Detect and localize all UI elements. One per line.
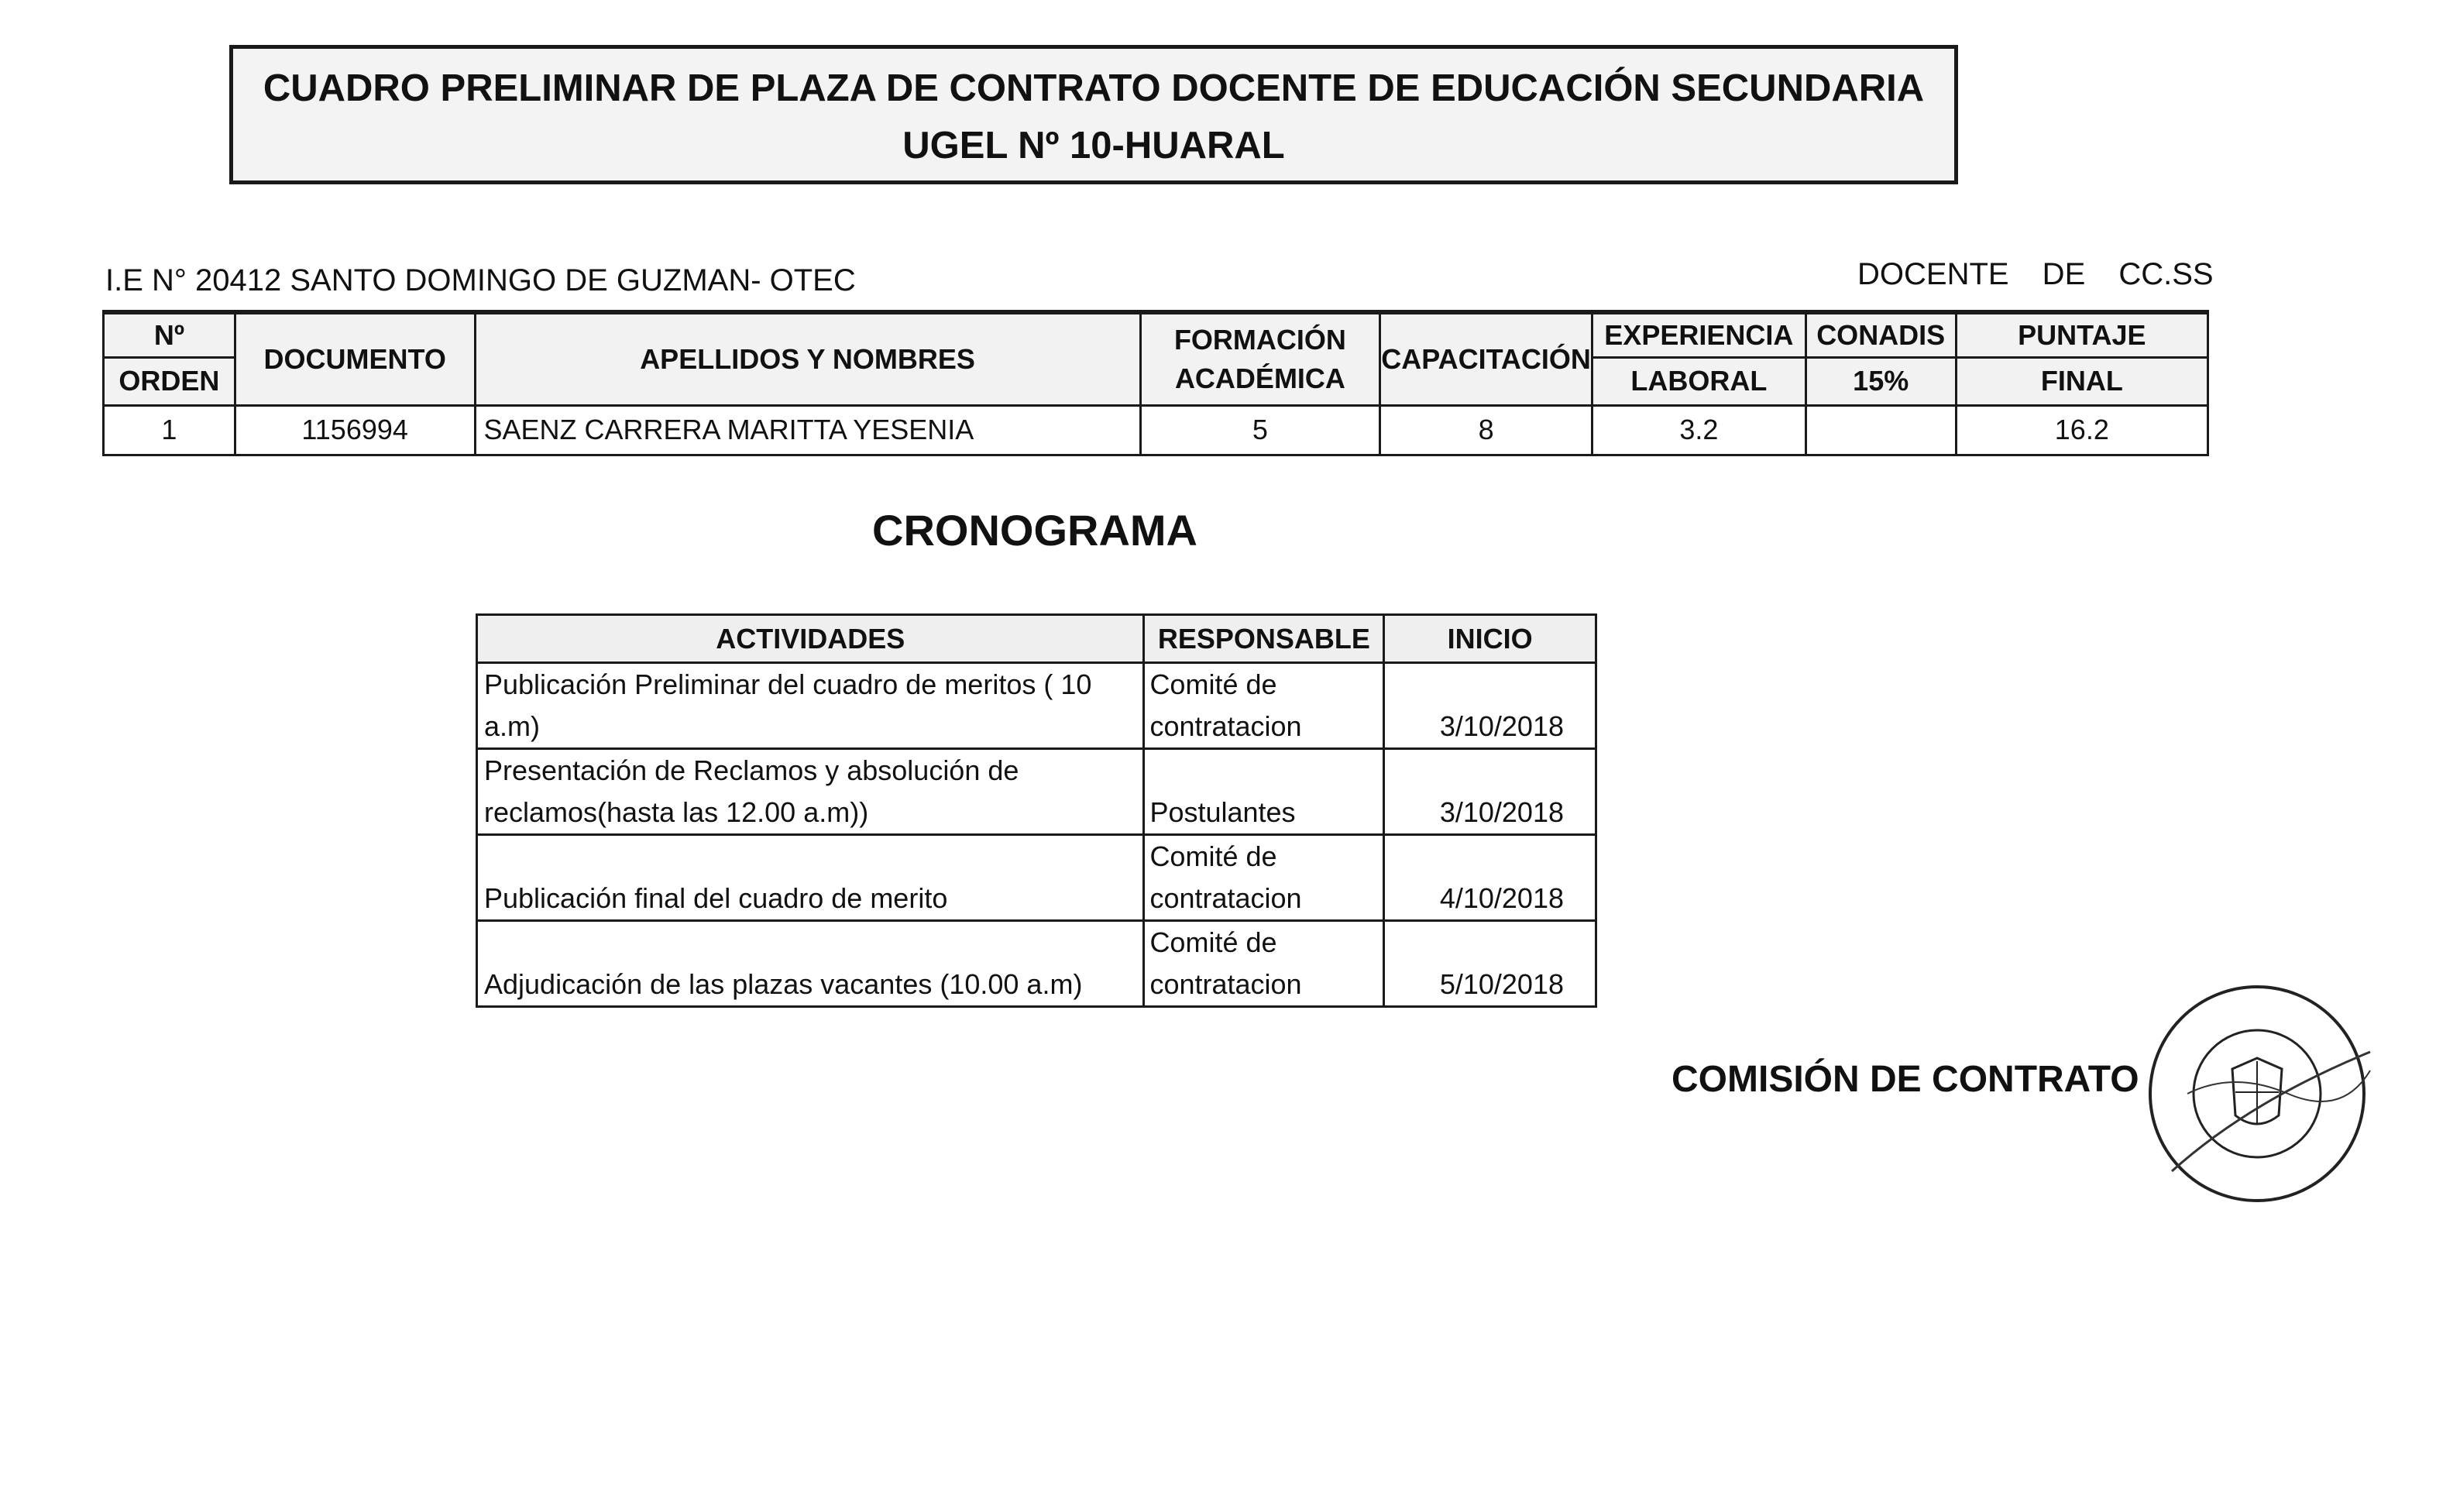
header-final: FINAL	[1956, 357, 2207, 405]
header-conadis-pct: 15%	[1805, 357, 1956, 405]
cell-responsable: Comité de contratacion	[1144, 921, 1384, 1007]
cell-responsable: Postulantes	[1144, 749, 1384, 835]
table-row	[477, 921, 1596, 1007]
institution-name: I.E N° 20412 SANTO DOMINGO DE GUZMAN- OTEC	[105, 263, 856, 297]
cell-responsable: Comité de contratacion	[1144, 663, 1384, 749]
header-formacion-bottom: ACADÉMICA	[1174, 362, 1345, 394]
cell-formacion: 5	[1140, 405, 1380, 455]
cell-responsable: Comité de contratacion	[1144, 835, 1384, 921]
cronograma-title: CRONOGRAMA	[872, 506, 1197, 555]
title-line-2: UGEL Nº 10-HUARAL	[902, 125, 1285, 167]
cronograma-table	[476, 613, 1597, 1008]
cell-actividad: Publicación Preliminar del cuadro de meritos ( 10 a.m)	[477, 663, 1144, 749]
results-table	[102, 310, 2209, 456]
header-puntaje: PUNTAJE	[1956, 312, 2207, 357]
docente-label: DOCENTE DE CC.SS	[1857, 257, 2214, 291]
cell-inicio: 3/10/2018	[1384, 749, 1596, 835]
cell-documento: 1156994	[235, 405, 475, 455]
header-formacion-top: FORMACIÓN	[1173, 323, 1346, 356]
header-actividades: ACTIVIDADES	[477, 615, 1144, 663]
cell-nombre: SAENZ CARRERA MARITTA YESENIA	[475, 405, 1140, 455]
table-row	[104, 405, 2208, 455]
cell-capacitacion: 8	[1380, 405, 1592, 455]
header-apellidos: APELLIDOS Y NOMBRES	[475, 312, 1140, 405]
cell-conadis	[1805, 405, 1956, 455]
cell-experiencia: 3.2	[1592, 405, 1805, 455]
header-responsable: RESPONSABLE	[1144, 615, 1384, 663]
header-inicio: INICIO	[1384, 615, 1596, 663]
table-row	[477, 835, 1596, 921]
header-formacion	[1140, 312, 1380, 405]
header-orden: ORDEN	[104, 357, 235, 405]
title-line-1: CUADRO PRELIMINAR DE PLAZA DE CONTRATO DOCENTE DE EDUCACIÓN SECUNDARIA	[263, 67, 1925, 109]
ugel-seal-icon	[2141, 978, 2373, 1210]
cell-inicio: 5/10/2018	[1384, 921, 1596, 1007]
table-row	[477, 749, 1596, 835]
cell-inicio: 4/10/2018	[1384, 835, 1596, 921]
comision-label: COMISIÓN DE CONTRATO	[1671, 1059, 2139, 1100]
header-capacitacion: CAPACITACIÓN	[1380, 312, 1592, 405]
header-documento: DOCUMENTO	[235, 312, 475, 405]
cell-actividad: Publicación final del cuadro de merito	[477, 835, 1144, 921]
cell-actividad: Adjudicación de las plazas vacantes (10.00 a.m)	[477, 921, 1144, 1007]
table-row	[477, 663, 1596, 749]
header-laboral: LABORAL	[1592, 357, 1805, 405]
cell-puntaje: 16.2	[1956, 405, 2207, 455]
cell-orden: 1	[104, 405, 235, 455]
header-conadis: CONADIS	[1805, 312, 1956, 357]
header-num: Nº	[104, 312, 235, 357]
cell-actividad: Presentación de Reclamos y absolución de reclamos(hasta las 12.00 a.m))	[477, 749, 1144, 835]
cell-inicio: 3/10/2018	[1384, 663, 1596, 749]
document-title	[229, 45, 1958, 184]
header-experiencia: EXPERIENCIA	[1592, 312, 1805, 357]
